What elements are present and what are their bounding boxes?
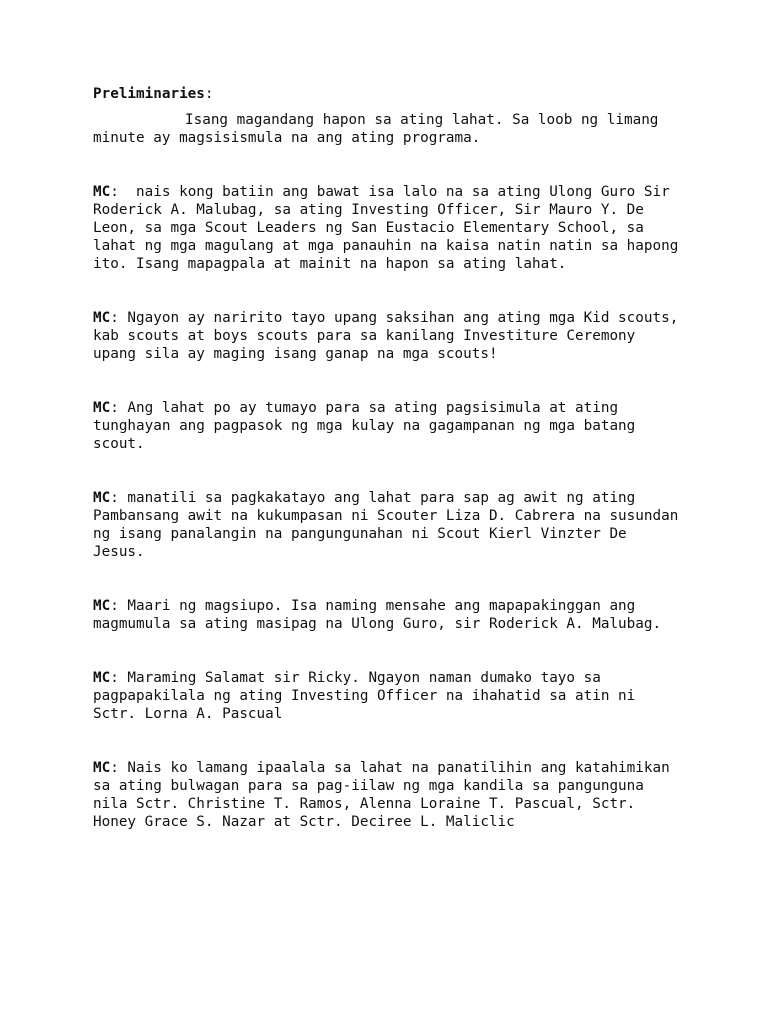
spacer [93,273,683,309]
paragraph-text: nais kong batiin ang bawat isa lalo na sa ating Ulong Guro Sir Roderick A. Malubag, sa ating Investing Officer, Sir Mauro Y. De Leon, sa mga Scout Leaders ng San Eustacio Elementary School, sa lahat ng mga magulang at mga panauhin na kaisa natin natin sa hapong ito. Isang mapagpala at mainit na hapon sa ating lahat. [93,184,687,272]
paragraph-text: Maari ng magsiupo. Isa naming mensahe ang mapapakinggan ang magmumula sa ating masipag na Ulong Guro, sir Roderick A. Malubag. [93,598,662,632]
paragraph-text: manatili sa pagkakatayo ang lahat para sap ag awit ng ating Pambansang awit na kukumpasan ni Scouter Liza D. Cabrera na susundan ng isang panalangin na pangungunahan ni Scout Kierl Vinzter De Jesus. [93,490,687,560]
speaker-separator: : [110,670,119,686]
paragraph-text: Nais ko lamang ipaalala sa lahat na panatilihin ang katahimikan sa ating bulwagan para sa pag-iilaw ng mga kandila sa pangunguna nila Sctr. Christine T. Ramos, Alenna Loraine T. Pascual, Sctr. Honey Grace S. Nazar at Sctr. Deciree L. Maliclic [93,760,679,830]
speaker-separator: : [110,310,119,326]
spacer [93,723,683,759]
intro-paragraph: Isang magandang hapon sa ating lahat. Sa loob ng limang minute ay magsisismula na ang ating programa. [93,112,659,146]
heading-colon: : [204,86,214,102]
document-heading [93,85,683,103]
spacer [93,633,683,669]
speaker-separator: : [110,400,119,416]
speaker-label: MC [93,184,111,200]
speaker-separator: : [110,184,119,200]
speaker-label: MC [93,310,111,326]
speaker-label: MC [93,490,111,506]
speaker-label: MC [93,598,111,614]
paragraph-text: Maraming Salamat sir Ricky. Ngayon naman dumako tayo sa pagpapakilala ng ating Investing Officer na ihahatid sa atin ni Sctr. Lorna A. Pascual [93,670,644,722]
speaker-separator: : [110,760,119,776]
speaker-label: MC [93,670,111,686]
speaker-separator: : [110,598,119,614]
mc-paragraph-3 [93,399,683,453]
document-page [93,85,687,831]
mc-paragraph-6 [93,669,683,723]
speaker-label: MC [93,760,111,776]
mc-paragraph-1 [93,183,687,273]
paragraph-text: Ngayon ay naririto tayo upang saksihan ang ating mga Kid scouts, kab scouts at boys scouts para sa kanilang Investiture Ceremony upang sila ay maging isang ganap na mga scouts! [93,310,687,362]
mc-paragraph-4 [93,489,687,561]
spacer [93,453,683,489]
paragraph-text: Ang lahat po ay tumayo para sa ating pagsisimula at ating tunghayan ang pagpasok ng mga kulay na gagampanan ng mga batang scout. [93,400,644,452]
speaker-label: MC [93,400,111,416]
spacer [93,147,683,183]
spacer [93,561,683,597]
heading-text: Preliminaries [93,86,205,102]
mc-paragraph-5 [93,597,683,633]
spacer [93,363,683,399]
speaker-separator: : [110,490,119,506]
mc-paragraph-7 [93,759,683,831]
mc-paragraph-2 [93,309,687,363]
